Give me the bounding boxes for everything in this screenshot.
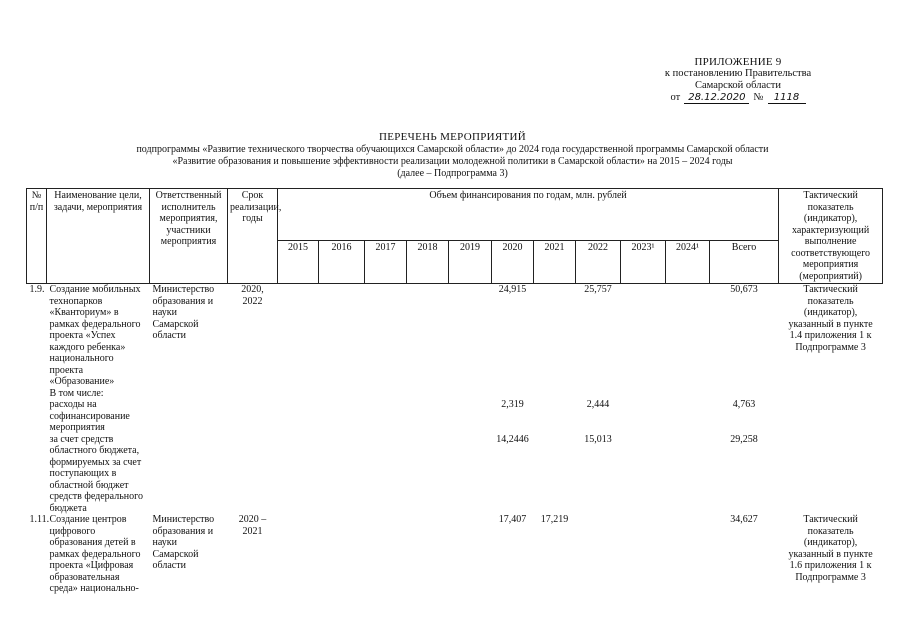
date-value: 28.12.2020 <box>684 92 749 104</box>
table-row <box>27 399 883 434</box>
table-row <box>27 284 883 388</box>
row-term <box>228 434 278 515</box>
row-value <box>278 514 319 595</box>
row-name: за счет средств областного бюджета, формируемых за счет поступающих в областной бюджет средств федерального бюджета <box>49 433 143 514</box>
table-row <box>27 434 883 515</box>
document-heading <box>0 131 905 180</box>
row-value <box>666 388 710 400</box>
row-total <box>710 388 779 400</box>
header-year: 2021 <box>534 240 576 283</box>
header-year: 2022 <box>576 240 621 283</box>
table-body <box>27 284 883 595</box>
row-value: 15,013 <box>584 433 612 445</box>
heading-line-3: (далее – Подпрограмма 3) <box>397 168 508 179</box>
row-value: 17,407 <box>498 514 527 525</box>
row-value <box>319 514 365 595</box>
row-value <box>407 399 449 434</box>
row-value <box>621 388 666 400</box>
row-value <box>534 434 576 515</box>
row-indicator <box>779 388 883 400</box>
row-value <box>449 399 492 434</box>
row-value <box>534 284 576 388</box>
row-executor <box>150 434 228 515</box>
row-total: 29,258 <box>730 433 758 445</box>
row-value: 25,757 <box>584 284 612 295</box>
number-prefix: № <box>753 92 764 103</box>
row-value <box>365 388 407 400</box>
row-value <box>449 388 492 400</box>
row-term <box>228 388 278 400</box>
row-value <box>621 514 666 595</box>
row-value <box>407 514 449 595</box>
row-value <box>319 284 365 388</box>
row-total: 34,627 <box>730 514 758 525</box>
row-value <box>278 399 319 434</box>
row-value <box>278 388 319 400</box>
activities-table <box>26 188 883 595</box>
header-executor: Ответственный исполнитель мероприятия, участники мероприятия <box>150 189 228 284</box>
row-indicator: Тактический показатель (индикатор), указанный в пункте 1.4 приложения 1 к Подпрограмме 3 <box>788 284 873 353</box>
row-indicator <box>779 399 883 434</box>
row-value <box>407 284 449 388</box>
row-executor <box>150 388 228 400</box>
appendix-line-1: к постановлению Правительства <box>664 68 812 79</box>
row-term <box>228 399 278 434</box>
header-year: 2015 <box>278 240 319 283</box>
row-value <box>365 284 407 388</box>
number-value: 1118 <box>768 92 806 104</box>
row-value <box>621 284 666 388</box>
row-indicator: Тактический показатель (индикатор), указанный в пункте 1.6 приложения 1 к Подпрограмме 3 <box>788 514 873 583</box>
header-funding: Объем финансирования по годам, млн. рублей <box>278 189 779 241</box>
row-value <box>621 399 666 434</box>
row-value <box>449 514 492 595</box>
row-total: 50,673 <box>730 284 758 295</box>
header-num: № п/п <box>27 189 47 284</box>
row-name: расходы на софинансирование мероприятия <box>49 399 130 433</box>
row-num <box>27 434 47 515</box>
header-indicator: Тактический показатель (индикатор), характеризующий выполнение соответствующего мероприятия (мероприятий) <box>779 189 883 284</box>
row-num: 1.11. <box>29 514 50 525</box>
row-value: 14,2446 <box>496 433 529 445</box>
row-value <box>407 388 449 400</box>
appendix-dateline <box>623 92 853 104</box>
date-prefix: от <box>670 92 681 103</box>
row-value <box>666 514 710 595</box>
row-term: 2020 – 2021 <box>238 514 267 537</box>
row-term: 2020, 2022 <box>241 284 264 307</box>
row-value <box>534 388 576 400</box>
table-row <box>27 388 883 400</box>
appendix-line-2: Самарской области <box>695 80 781 91</box>
table-header <box>27 189 883 284</box>
row-value <box>319 388 365 400</box>
row-value <box>365 399 407 434</box>
row-value <box>666 434 710 515</box>
row-num <box>27 388 47 400</box>
row-value: 24,915 <box>498 284 527 295</box>
header-total: Всего <box>710 240 779 283</box>
row-value <box>407 434 449 515</box>
table-row <box>27 514 883 595</box>
row-value: 2,444 <box>586 399 610 410</box>
row-value <box>278 434 319 515</box>
row-value <box>621 434 666 515</box>
header-year: 2018 <box>407 240 449 283</box>
header-year: 2016 <box>319 240 365 283</box>
document-title: ПЕРЕЧЕНЬ МЕРОПРИЯТИЙ <box>378 131 527 143</box>
row-executor: Министерство образования и науки Самарской области <box>152 284 215 341</box>
row-num <box>27 399 47 434</box>
header-year: 2023¹ <box>621 240 666 283</box>
row-executor <box>150 399 228 434</box>
row-num: 1.9. <box>29 284 45 295</box>
row-value: 2,319 <box>501 399 524 410</box>
row-value <box>319 434 365 515</box>
header-year: 2024¹ <box>666 240 710 283</box>
row-indicator <box>779 434 883 515</box>
header-term: Срок реализации, годы <box>228 189 278 284</box>
row-name: Создание мобильных технопарков «Кванториум» в рамках федерального проекта «Успех каждого ребенка» национального проекта «Образование» <box>49 284 141 387</box>
header-year: 2019 <box>449 240 492 283</box>
row-value <box>666 399 710 434</box>
row-value <box>449 434 492 515</box>
row-name: В том числе: <box>49 387 104 399</box>
row-name: Создание центров цифрового образования детей в рамках федерального проекта «Цифровая образовательная среда» национально- <box>49 514 141 594</box>
row-value <box>576 388 621 400</box>
heading-line-2: «Развитие образования и повышение эффективности реализации молодежной политики в Самарской области» на 2015 – 2024 годы <box>172 156 733 167</box>
row-value <box>534 399 576 434</box>
row-value <box>365 434 407 515</box>
header-name: Наименование цели, задачи, мероприятия <box>47 189 150 284</box>
row-value <box>319 399 365 434</box>
row-value <box>449 284 492 388</box>
row-value <box>492 388 534 400</box>
row-value <box>666 284 710 388</box>
header-year: 2017 <box>365 240 407 283</box>
appendix-title: ПРИЛОЖЕНИЕ 9 <box>694 56 782 68</box>
row-value <box>576 514 621 595</box>
row-executor: Министерство образования и науки Самарской области <box>152 514 215 571</box>
row-value <box>365 514 407 595</box>
row-total: 4,763 <box>732 399 756 410</box>
appendix-block <box>623 56 853 104</box>
heading-line-1: подпрограммы «Развитие технического творчества обучающихся Самарской области» до 2024 года государственной программы Самарской области <box>136 144 769 155</box>
row-value: 17,219 <box>540 514 569 525</box>
row-value <box>278 284 319 388</box>
header-year: 2020 <box>492 240 534 283</box>
